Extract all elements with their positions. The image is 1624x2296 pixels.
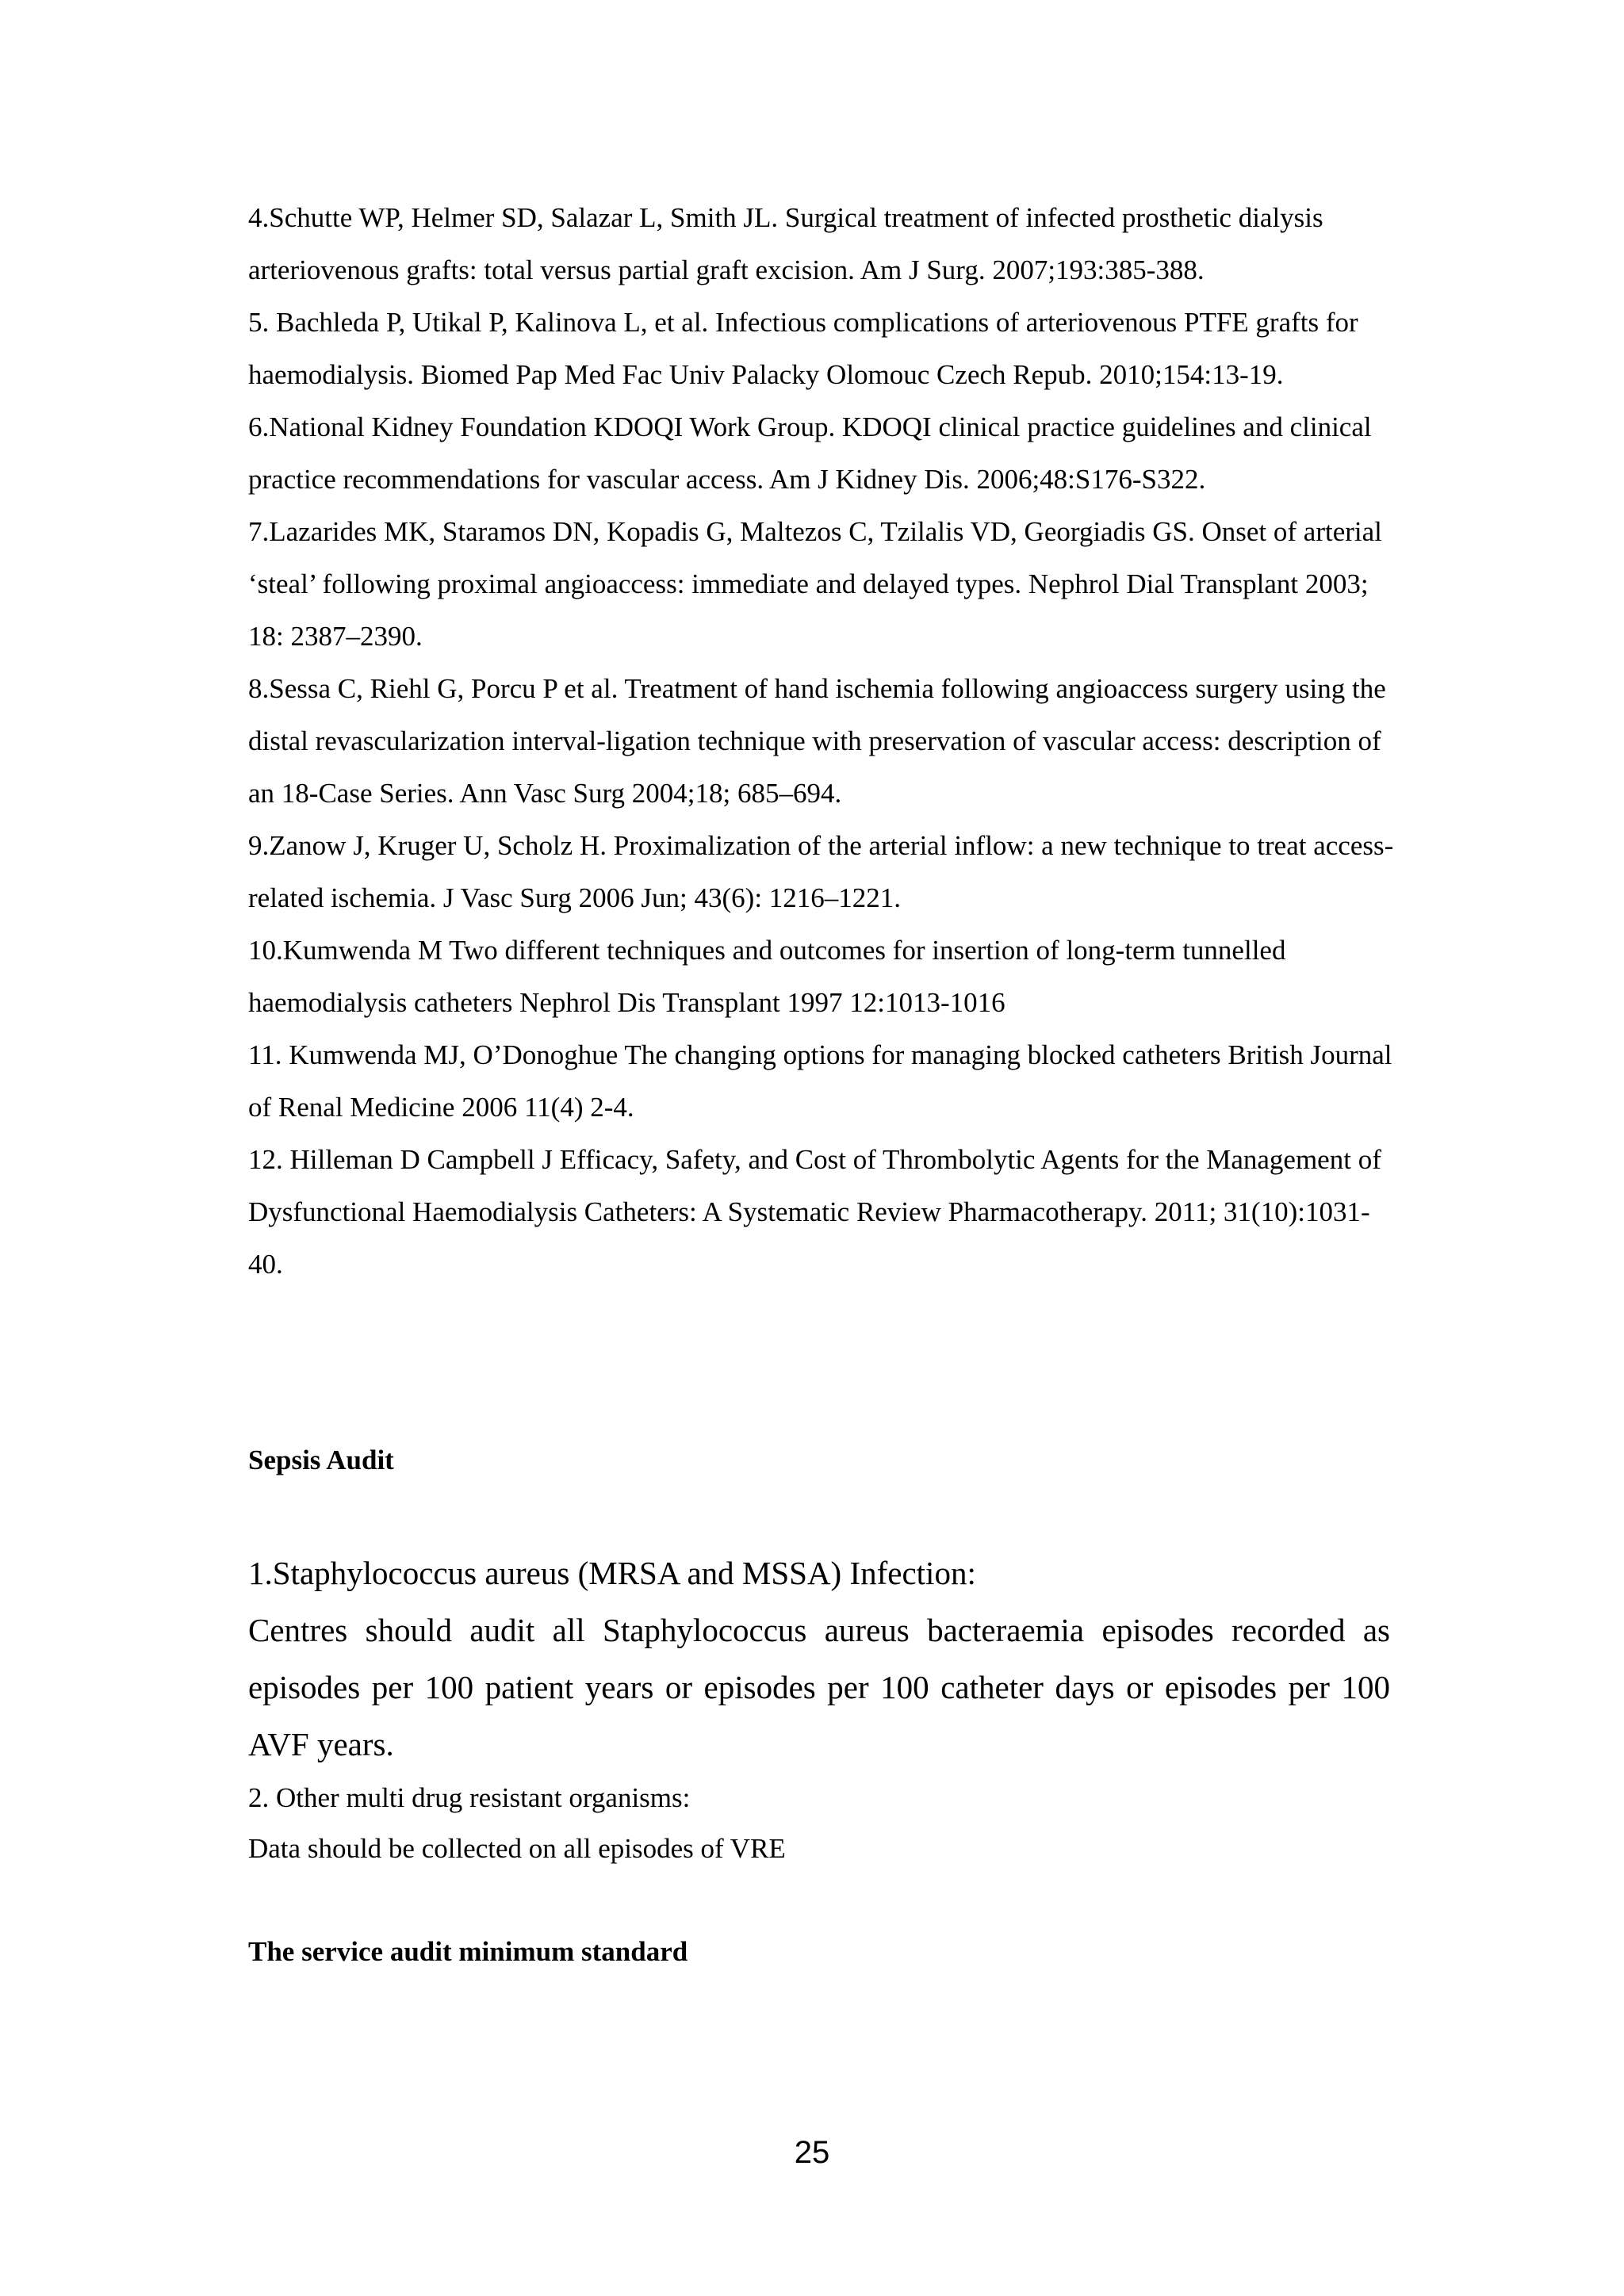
page-number: 25 bbox=[794, 2135, 830, 2170]
reference-9: 9.Zanow J, Kruger U, Scholz H. Proximalization of the arterial inflow: a new technique to treat access-related ischemia. J Vasc Surg 2006 Jun; 43(6): 1216–1221. bbox=[248, 830, 1394, 913]
reference-12: 12. Hilleman D Campbell J Efficacy, Safety, and Cost of Thrombolytic Agents for the Management of Dysfunctional Haemodialysis Catheters: A Systematic Review Pharmacotherapy. 2011; 31(10):1031-40. bbox=[248, 1144, 1381, 1280]
reference-list bbox=[248, 192, 1398, 1291]
reference-8: 8.Sessa C, Riehl G, Porcu P et al. Treatment of hand ischemia following angioaccess surgery using the distal revascularization interval-ligation technique with preservation of vascular access: description of an 18-Case Series. Ann Vasc Surg 2004;18; 685–694. bbox=[248, 673, 1386, 809]
reference-6: 6.National Kidney Foundation KDOQI Work Group. KDOQI clinical practice guidelines and clinical practice recommendations for vascular access. Am J Kidney Dis. 2006;48:S176-S322. bbox=[248, 411, 1372, 495]
staph-aureus-item-text: Centres should audit all Staphylococcus aureus bacteraemia episodes recorded as episodes per 100 patient years or episodes per 100 catheter days or episodes per 100 AVF years. bbox=[248, 1612, 1390, 1762]
service-audit-heading: The service audit minimum standard bbox=[248, 1936, 688, 1967]
mdro-item-text: Data should be collected on all episodes of VRE bbox=[248, 1833, 786, 1864]
reference-5: 5. Bachleda P, Utikal P, Kalinova L, et al. Infectious complications of arteriovenous PTFE grafts for haemodialysis. Biomed Pap Med Fac Univ Palacky Olomouc Czech Repub. 2010;154:13-19. bbox=[248, 307, 1358, 390]
reference-7: 7.Lazarides MK, Staramos DN, Kopadis G, Maltezos C, Tzilalis VD, Georgiadis GS. Onset of arterial ‘steal’ following proximal angioaccess: immediate and delayed types. Nephrol Dial Transplant 2003; 18: 2387–2390. bbox=[248, 516, 1382, 652]
sepsis-audit-heading: Sepsis Audit bbox=[248, 1445, 394, 1475]
mdro-item-title: 2. Other multi drug resistant organisms: bbox=[248, 1782, 691, 1813]
staph-aureus-item-title: 1.Staphylococcus aureus (MRSA and MSSA) Infection: bbox=[248, 1555, 976, 1591]
sepsis-audit-section bbox=[248, 1544, 1390, 1874]
reference-10: 10.Kumwenda M Two different techniques and outcomes for insertion of long-term tunnelled haemodialysis catheters Nephrol Dis Transplant 1997 12:1013-1016 bbox=[248, 935, 1286, 1018]
reference-4: 4.Schutte WP, Helmer SD, Salazar L, Smith JL. Surgical treatment of infected prosthetic dialysis arteriovenous grafts: total versus partial graft excision. Am J Surg. 2007;193:385-388. bbox=[248, 202, 1323, 285]
reference-11: 11. Kumwenda MJ, O’Donoghue The changing options for managing blocked catheters British Journal of Renal Medicine 2006 11(4) 2-4. bbox=[248, 1039, 1392, 1123]
